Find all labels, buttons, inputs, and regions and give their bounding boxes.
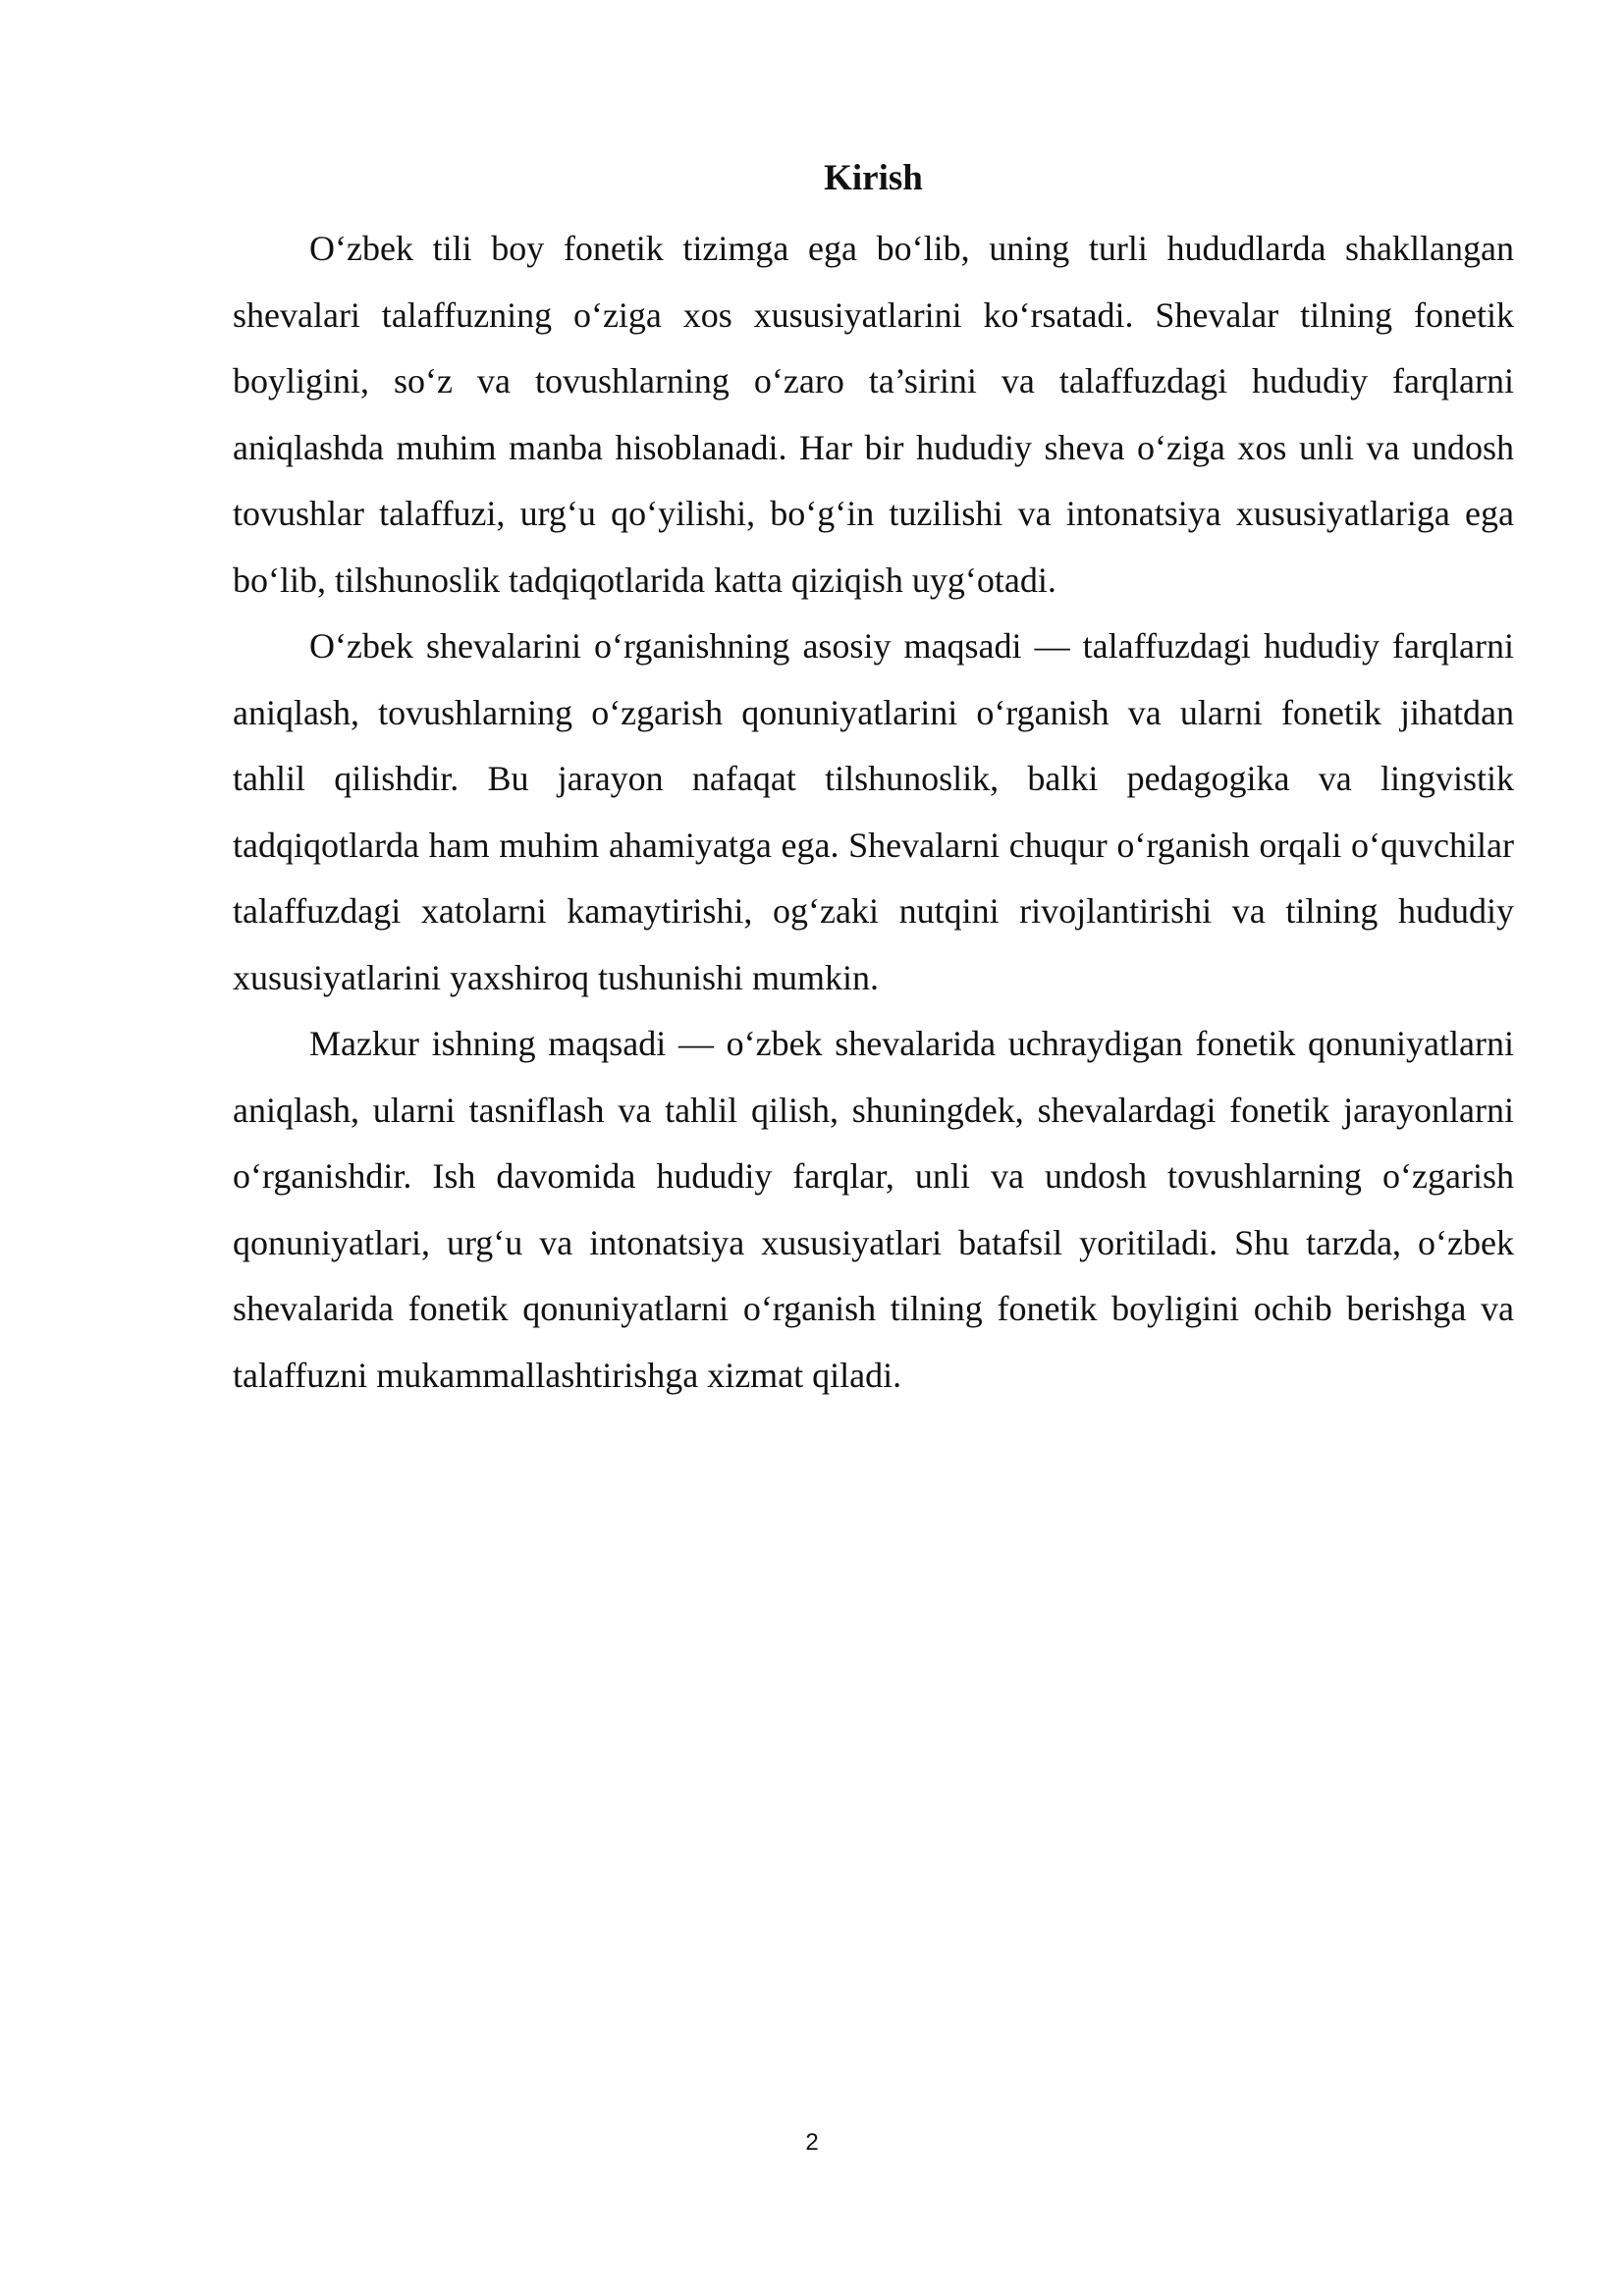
section-title: Kirish xyxy=(824,158,923,198)
paragraph-intro: O‘zbek tili boy fonetik tizimga ega bo‘lib, uning turli hududlarda shakllangan shevalari talaffuzning o‘ziga xos xususiyatlarini ko‘rsatadi. Shevalar tilning fonetik boyligini, so‘z va tovushlarning o‘zaro ta’sirini va talaffuzdagi hududiy farqlarni aniqlashda muhim manba hisoblanadi. Har bir hududiy sheva o‘ziga xos unli va undosh tovushlar talaffuzi, urg‘u qo‘yilishi, bo‘g‘in tuzilishi va intonatsiya xususiyatlariga ega bo‘lib, tilshunoslik tadqiqotlarida katta qiziqish uyg‘otadi. xyxy=(233,229,1514,600)
page-content xyxy=(233,149,1514,1409)
page-number: 2 xyxy=(805,2129,819,2156)
paragraph-work-goal: Mazkur ishning maqsadi — o‘zbek shevalarida uchraydigan fonetik qonuniyatlarni aniqlash, ularni tasniflash va tahlil qilish, shuningdek, shevalardagi fonetik jarayonlarni o‘rganishdir. Ish davomida hududiy farqlar, unli va undosh tovushlarning o‘zgarish qonuniyatlari, urg‘u va intonatsiya xususiyatlari batafsil yoritiladi. Shu tarzda, o‘zbek shevalarida fonetik qonuniyatlarni o‘rganish tilning fonetik boyligini ochib berishga va talaffuzni mukammallashtirishga xizmat qiladi. xyxy=(233,1024,1514,1395)
paragraph-purpose-of-study: O‘zbek shevalarini o‘rganishning asosiy maqsadi — talaffuzdagi hududiy farqlarni aniqlash, tovushlarning o‘zgarish qonuniyatlarini o‘rganish va ularni fonetik jihatdan tahlil qilishdir. Bu jarayon nafaqat tilshunoslik, balki pedagogika va lingvistik tadqiqotlarda ham muhim ahamiyatga ega. Shevalarni chuqur o‘rganish orqali o‘quvchilar talaffuzdagi xatolarni kamaytirishi, og‘zaki nutqini rivojlantirishi va tilning hududiy xususiyatlarini yaxshiroq tushunishi mumkin. xyxy=(233,626,1514,997)
